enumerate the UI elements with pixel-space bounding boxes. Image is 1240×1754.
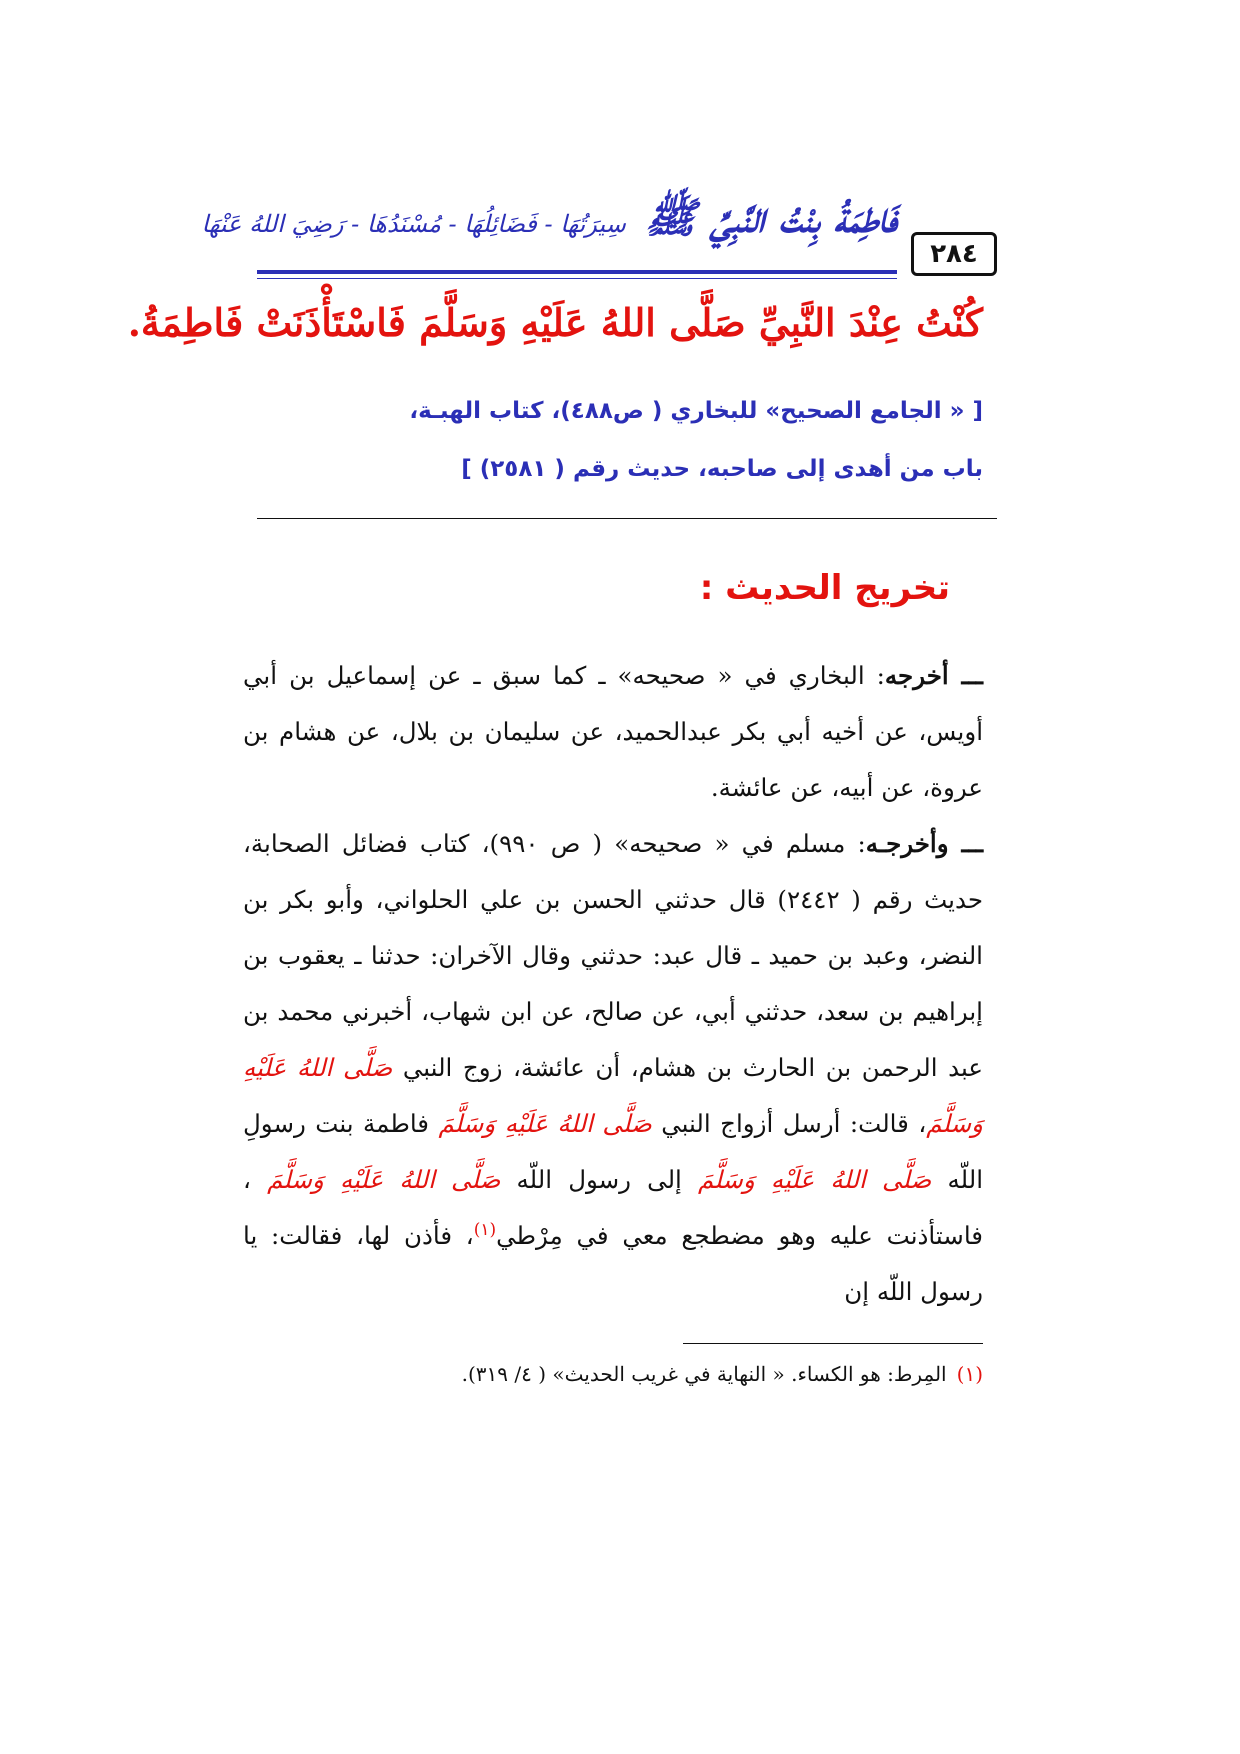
- salutation-mark: صَلَّى اللهُ عَلَيْهِ وَسَلَّمَ: [698, 1165, 932, 1194]
- paragraph-text: ، فأذن لها، فقالت: يا رسول اللّه إن: [243, 1221, 983, 1306]
- hadith-text: كُنْتُ عِنْدَ النَّبِيِّ صَلَّى اللهُ عَلَيْهِ وَسَلَّمَ فَاسْتَأْذَنَتْ فَاطِمَةُ.: [127, 300, 983, 345]
- body-text: [243, 648, 983, 1320]
- footnote: [243, 1362, 983, 1386]
- book-title: [201, 192, 897, 253]
- footnote-number: (١): [956, 1362, 983, 1386]
- footnote-divider: [683, 1343, 983, 1344]
- paragraph-text: إلى رسول اللّه: [500, 1165, 699, 1194]
- paragraph-text: : البخاري في « صحيحه» ـ كما سبق ـ عن إسماعيل بن أبي أويس، عن أخيه أبي بكر عبدالحميد، عن سليمان بن بلال، عن هشام بن عروة، عن أبيه، عن عائشة.: [243, 661, 983, 802]
- paragraph-lead: ـــ وأخرجـه: [865, 829, 984, 858]
- book-title-subtitle: سِيرَتُهَا - فَضَائِلُهَا - مُسْنَدُهَا - رَضِيَ اللهُ عَنْهَا: [201, 210, 626, 238]
- paragraph-muslim: [243, 816, 983, 1320]
- section-heading: تخريج الحديث :: [699, 568, 950, 608]
- reference-line-2: باب من أهدى إلى صاحبه، حديث رقم ( ٢٥٨١) ]: [461, 456, 983, 482]
- paragraph-lead: ـــ أخرجه: [884, 661, 983, 690]
- header-rule: [257, 270, 897, 274]
- paragraph-text: فاطمة بنت رسولِ اللّه: [243, 1109, 984, 1194]
- hadith-reference: [243, 382, 983, 498]
- paragraph-text: ، قالت: أرسل أزواج النبي: [651, 1109, 927, 1138]
- salutation-mark: صَلَّى اللهُ عَلَيْهِ وَسَلَّمَ: [267, 1165, 501, 1194]
- paragraph-text: ، فاستأذنت عليه وهو مضطجع معي في مِرْطي: [243, 1165, 983, 1250]
- header-rule-thin: [257, 278, 897, 279]
- reference-line-1: [ « الجامع الصحيح» للبخاري ( ص٤٨٨)، كتاب الهبـة،: [409, 398, 983, 424]
- page-header: [201, 182, 997, 282]
- paragraph-bukhari: [243, 648, 983, 816]
- paragraph-text: : مسلم في « صحيحه» ( ص ٩٩٠)، كتاب فضائل الصحابة، حديث رقم ( ٢٤٤٢) قال حدثني الحسن بن علي الحلواني، وأبو بكر بن النضر، وعبد بن حميد ـ قال عبد: حدثني وقال الآخران: حدثنا ـ يعقوب بن إبراهيم بن سعد، حدثني أبي، عن صالح، عن ابن شهاب، أخبرني محمد بن عبد الرحمن بن الحارث بن هشام، أن عائشة، زوج النبي: [243, 829, 984, 1082]
- book-title-main: فَاطِمَةُ بِنْتُ النَّبِيِّ ﷺ: [645, 193, 897, 242]
- section-divider: [257, 518, 997, 519]
- salutation-mark: صَلَّى اللهُ عَلَيْهِ وَسَلَّمَ: [438, 1109, 652, 1138]
- salutation-mark: صَلَّى اللهُ عَلَيْهِ وَسَلَّمَ: [243, 1053, 984, 1138]
- footnote-text: المِرط: هو الكساء. « النهاية في غريب الحديث» ( ٤/ ٣١٩).: [461, 1362, 947, 1386]
- page-number: ٢٨٤: [911, 232, 997, 276]
- footnote-reference[interactable]: (١): [473, 1219, 497, 1240]
